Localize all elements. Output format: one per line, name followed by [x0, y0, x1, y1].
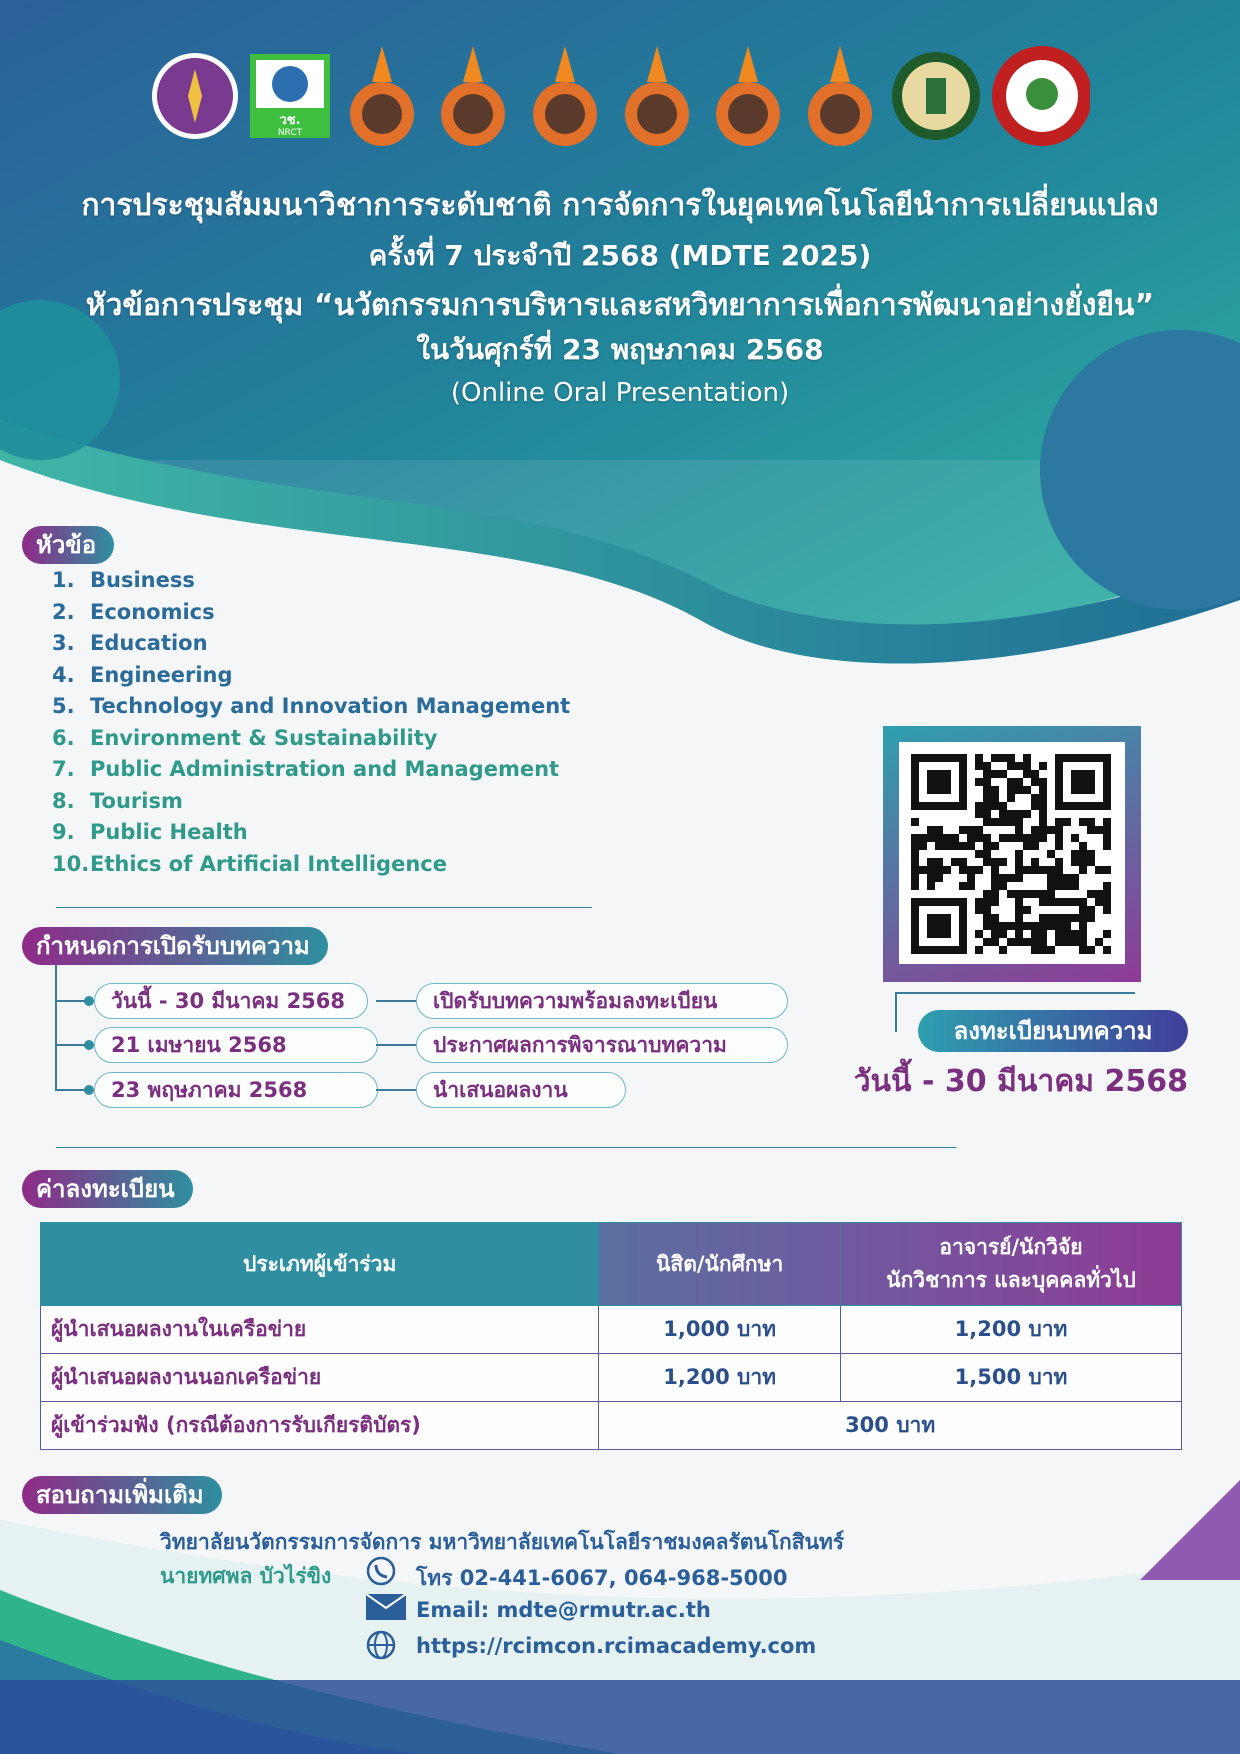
topics-heading: หัวข้อ	[22, 526, 114, 564]
register-label: ลงทะเบียนบทความ	[918, 1010, 1188, 1052]
fees-col-student: นิสิต/นักศึกษา	[599, 1223, 841, 1306]
logo-row	[150, 36, 1090, 156]
register-deadline: วันนี้ - 30 มีนาคม 2568	[853, 1064, 1188, 1099]
table-row: ผู้นำเสนอผลงานนอกเครือข่าย 1,200 บาท 1,500 บาท	[41, 1354, 1182, 1402]
conference-title: การประชุมสัมมนาวิชาการระดับชาติ การจัดการในยุคเทคโนโลยีนำการเปลี่ยนแปลง	[81, 188, 1159, 223]
rmut-logo-5-icon	[707, 41, 791, 151]
list-item: 9. Public Health	[52, 820, 248, 844]
conference-date: ในวันศุกร์ที่ 23 พฤษภาคม 2568	[416, 333, 824, 366]
nrct-logo-icon	[248, 41, 332, 151]
rmut-logo-1-icon	[340, 41, 424, 151]
list-item: 3. Education	[52, 631, 208, 655]
topics-list	[52, 568, 612, 883]
rmut-logo-2-icon	[431, 41, 515, 151]
table-row: ผู้นำเสนอผลงานในเครือข่าย 1,000 บาท 1,200 บาท	[41, 1306, 1182, 1354]
deadline-desc-2: ประกาศผลการพิจารณาบทความ	[416, 1027, 788, 1063]
conference-theme: หัวข้อการประชุม “นวัตกรรมการบริหารและสหวิทยาการเพื่อการพัฒนาอย่างยั่งยืน”	[85, 288, 1155, 323]
deadline-date-3: 23 พฤษภาคม 2568	[94, 1072, 378, 1108]
list-item: 10. Ethics of Artificial Intelligence	[52, 851, 447, 876]
qr-code-icon[interactable]	[899, 742, 1125, 964]
fees-col-general: อาจารย์/นักวิจัย นักวิชาการ และบุคคลทั่วไป	[841, 1223, 1182, 1306]
svg-text:วช.: วช.	[279, 113, 301, 128]
qr-code-frame[interactable]	[883, 726, 1141, 982]
list-item: 8. Tourism	[52, 788, 183, 813]
rmut-logo-3-icon	[523, 41, 607, 151]
divider	[56, 907, 592, 908]
list-item: 1. Business	[52, 568, 195, 592]
ministry-seal-icon	[150, 41, 240, 151]
conference-edition: ครั้งที่ 7 ประจำปี 2568 (MDTE 2025)	[368, 239, 872, 272]
deadlines-heading: กำหนดการเปิดรับบทความ	[22, 927, 328, 965]
deadline-desc-1: เปิดรับบทความพร้อมลงทะเบียน	[416, 983, 788, 1019]
contact-heading: สอบถามเพิ่มเติม	[22, 1476, 222, 1514]
contact-person: นายทศพล บัวไร่ขิง	[160, 1564, 332, 1588]
fees-table	[40, 1222, 1182, 1450]
deadline-date-1: วันนี้ - 30 มีนาคม 2568	[94, 983, 368, 1019]
council-seal-icon	[990, 41, 1090, 151]
svg-text:NRCT: NRCT	[277, 128, 303, 138]
conference-format: (Online Oral Presentation)	[450, 378, 790, 408]
rmut-logo-4-icon	[615, 41, 699, 151]
list-item: 7. Public Administration and Management	[52, 757, 560, 781]
contact-website[interactable]: https://rcimcon.rcimacademy.com	[416, 1634, 817, 1658]
deadline-desc-3: นำเสนอผลงาน	[416, 1072, 626, 1108]
globe-icon	[366, 1630, 396, 1664]
contact-phone[interactable]: โทร 02-441-6067, 064-968-5000	[416, 1566, 788, 1590]
table-row: ผู้เข้าร่วมฟัง (กรณีต้องการรับเกียรติบัตร) 300 บาท	[41, 1402, 1182, 1450]
contact-org: วิทยาลัยนวัตกรรมการจัดการ มหาวิทยาลัยเทคโนโลยีราชมงคลรัตนโกสินทร์	[160, 1530, 845, 1554]
university-seal-icon	[890, 41, 982, 151]
phone-icon	[366, 1556, 396, 1590]
list-item: 2. Economics	[52, 599, 215, 624]
list-item: 4. Engineering	[52, 662, 233, 687]
fees-heading: ค่าลงทะเบียน	[22, 1170, 193, 1208]
divider	[56, 1147, 956, 1148]
contact-email[interactable]: Email: mdte@rmutr.ac.th	[416, 1598, 711, 1622]
timeline-line	[55, 965, 57, 1091]
email-icon	[366, 1594, 406, 1624]
fees-col-type: ประเภทผู้เข้าร่วม	[41, 1223, 599, 1306]
rmut-logo-6-icon	[798, 41, 882, 151]
list-item: 5. Technology and Innovation Management	[52, 694, 571, 718]
list-item: 6. Environment & Sustainability	[52, 725, 438, 750]
deadline-date-2: 21 เมษายน 2568	[94, 1027, 378, 1063]
